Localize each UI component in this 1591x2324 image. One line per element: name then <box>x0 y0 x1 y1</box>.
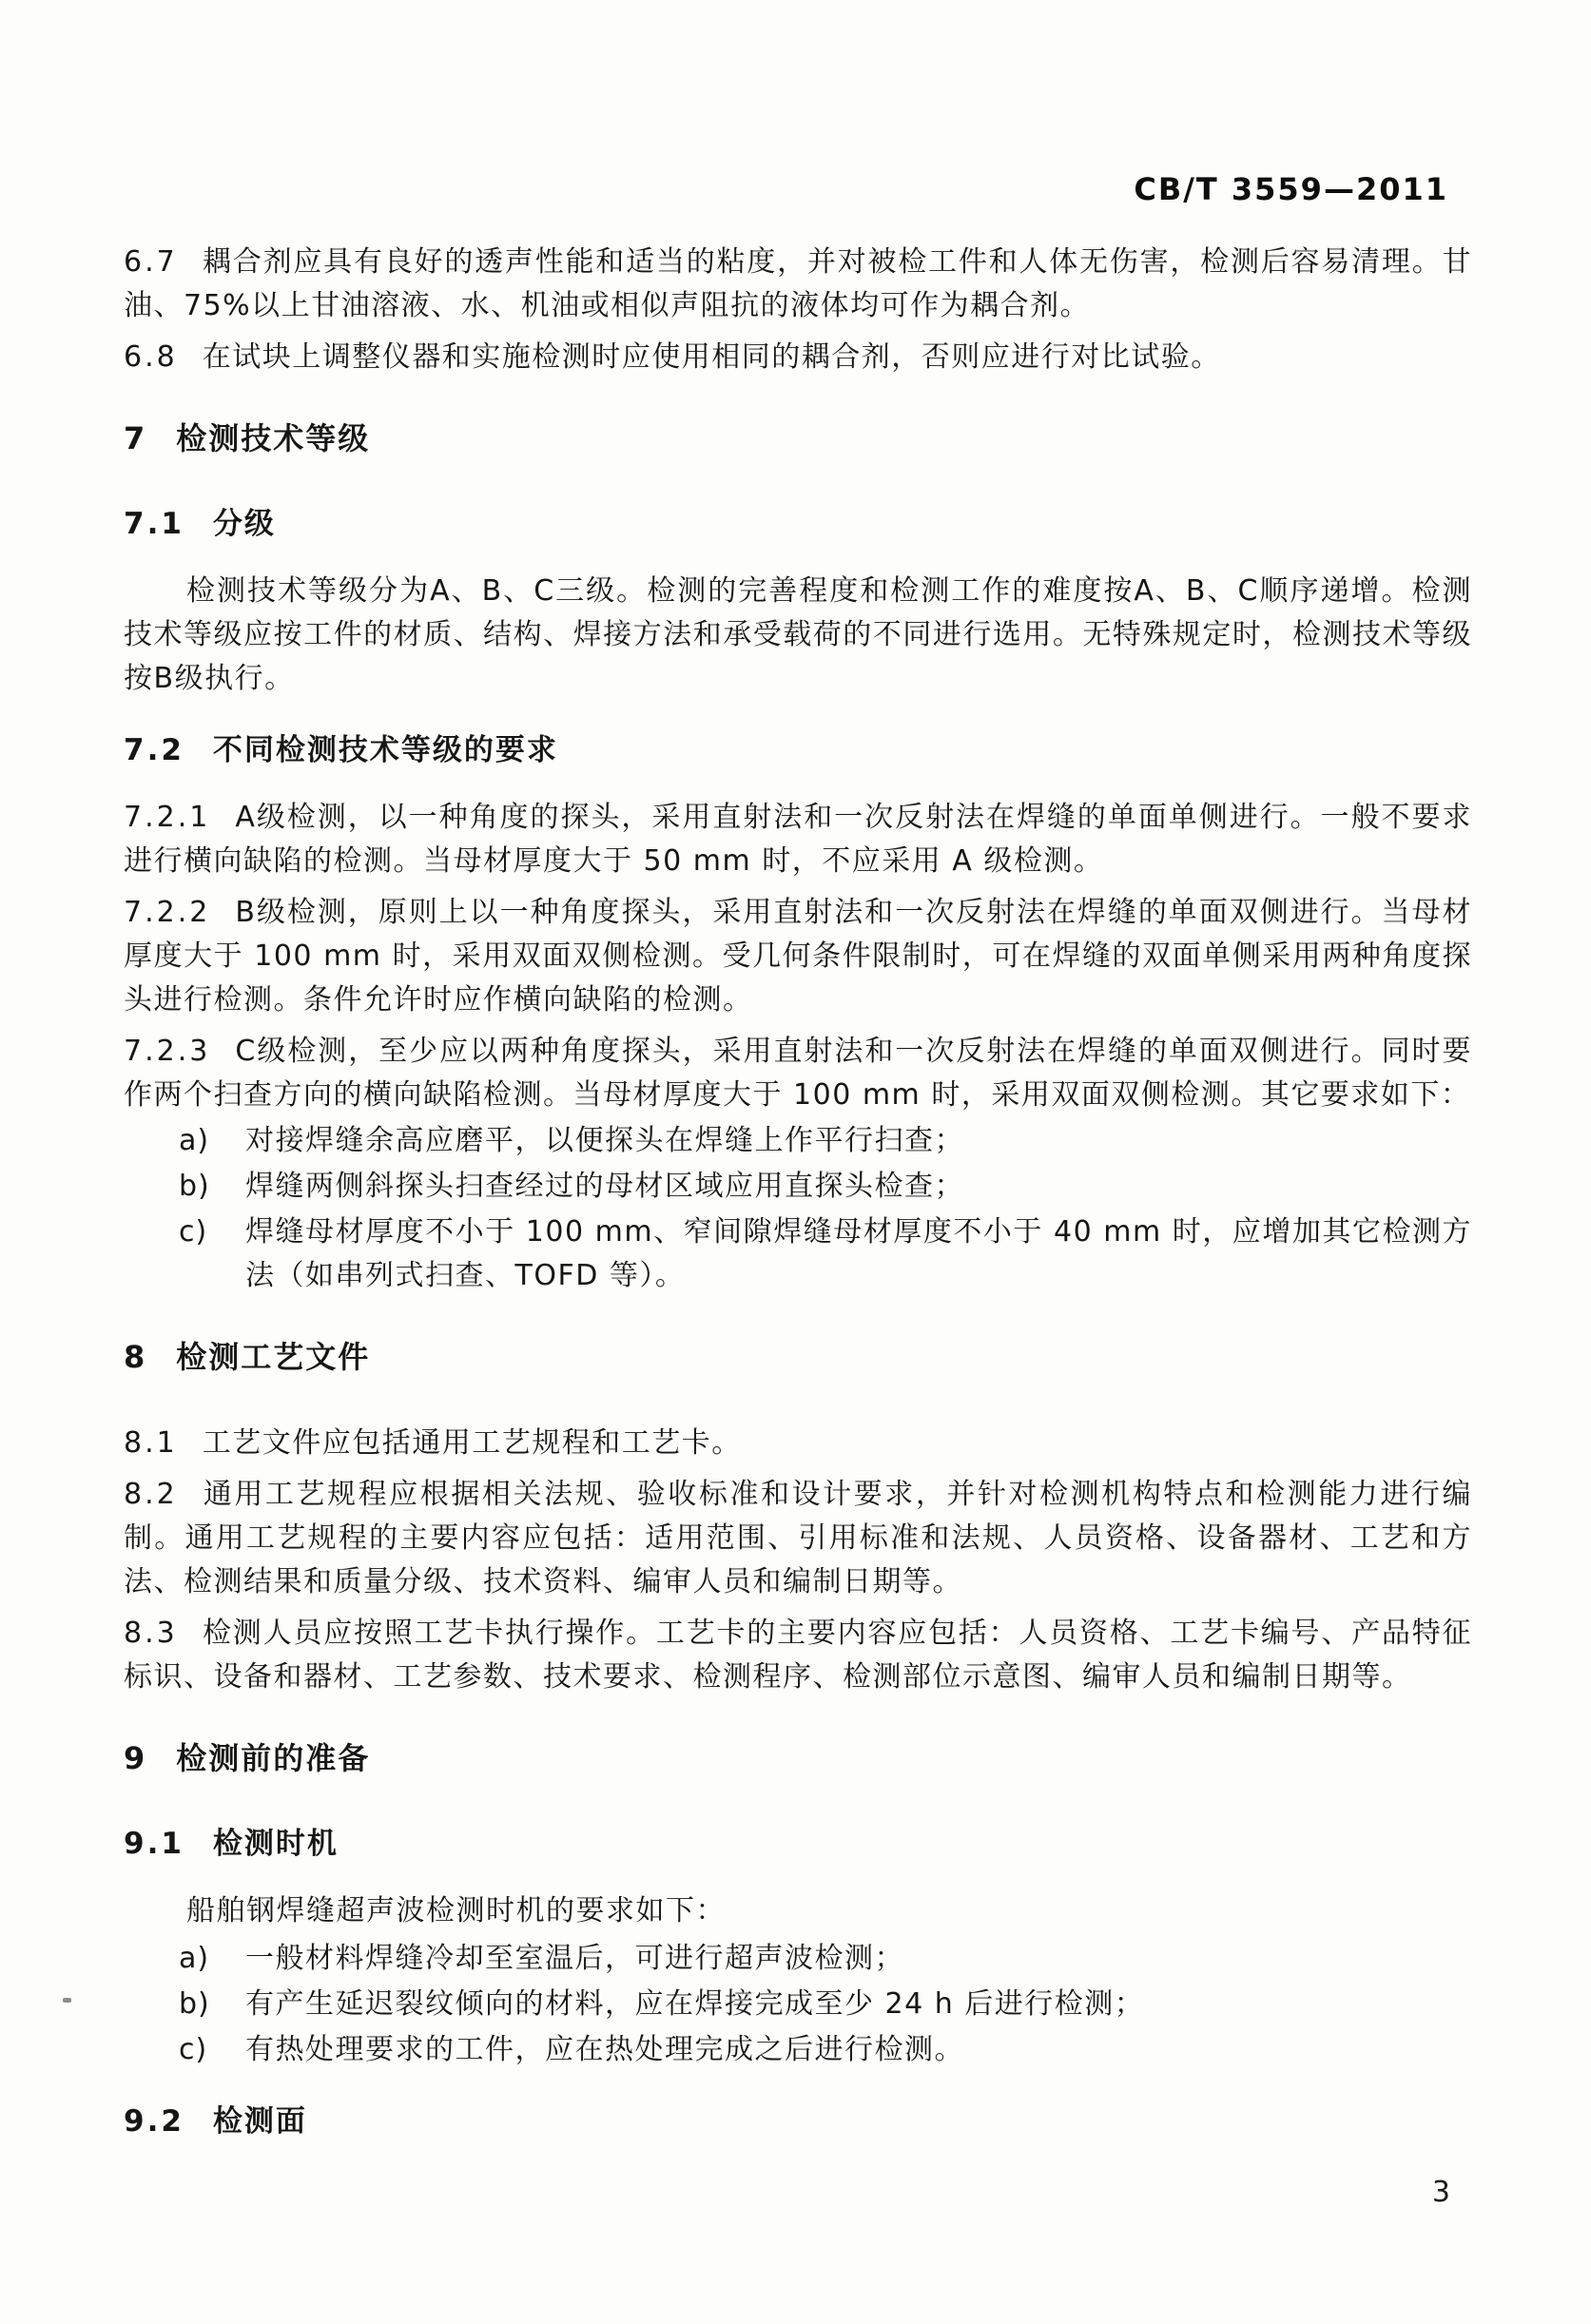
clause-number: 8.2 <box>124 1478 178 1511</box>
list-text: 对接焊缝余高应磨平，以便探头在焊缝上作平行扫查； <box>245 1124 964 1157</box>
heading-number: 7.1 <box>124 507 184 541</box>
list-item <box>124 2028 1472 2072</box>
list-text: 有热处理要求的工件，应在热处理完成之后进行检测。 <box>245 2033 964 2066</box>
list-text: 有产生延迟裂纹倾向的材料，应在焊接完成至少 24 h 后进行检测； <box>245 1987 1145 2021</box>
heading-title: 检测工艺文件 <box>176 1339 371 1375</box>
standard-code-header: CB/T 3559—2011 <box>1134 171 1448 207</box>
list-item <box>124 1165 1472 1209</box>
section-heading <box>124 417 1472 459</box>
clause-text: B级检测，原则上以一种角度探头，采用直射法和一次反射法在焊缝的单面双侧进行。当母材厚度大于 100 mm 时，采用双面双侧检测。受几何条件限制时，可在焊缝的双面单侧采用两种角度探头进行检测。条件允许时应作横向缺陷的检测。 <box>124 896 1472 1017</box>
scan-artifact-dot <box>63 1998 71 2003</box>
list-text: 焊缝两侧斜探头扫查经过的母材区域应用直探头检查； <box>245 1170 964 1203</box>
section-heading <box>124 1336 1472 1378</box>
page-number: 3 <box>1431 2176 1450 2209</box>
list-marker: a) <box>179 1942 210 1975</box>
clause-paragraph <box>124 241 1472 328</box>
heading-number: 7.2 <box>124 733 184 767</box>
clause-paragraph <box>124 891 1472 1022</box>
section-heading <box>124 1737 1472 1779</box>
heading-title: 分级 <box>212 507 276 541</box>
heading-title: 检测前的准备 <box>176 1740 371 1776</box>
list-item <box>124 1983 1472 2026</box>
list-marker: a) <box>179 1124 210 1157</box>
clause-number: 6.7 <box>124 245 178 279</box>
clause-paragraph <box>124 336 1472 379</box>
clause-paragraph <box>124 1030 1472 1117</box>
list-marker: c) <box>179 2033 208 2066</box>
heading-title: 检测技术等级 <box>176 420 371 456</box>
subsection-heading <box>124 729 1472 771</box>
clause-text: C级检测，至少应以两种角度探头，采用直射法和一次反射法在焊缝的单面双侧进行。同时要作两个扫查方向的横向缺陷检测。当母材厚度大于 100 mm 时，采用双面双侧检测。其它要求如下： <box>124 1035 1472 1112</box>
heading-number: 9.2 <box>124 2104 184 2139</box>
list-item <box>124 1937 1472 1981</box>
list-marker: b) <box>179 1987 210 2021</box>
clause-number: 8.1 <box>124 1426 178 1460</box>
list-marker: c) <box>179 1215 208 1249</box>
subsection-heading <box>124 503 1472 545</box>
list-text: 一般材料焊缝冷却至室温后，可进行超声波检测； <box>245 1942 904 1975</box>
clause-text: 通用工艺规程应根据相关法规、验收标准和设计要求，并针对检测机构特点和检测能力进行编制。通用工艺规程的主要内容应包括：适用范围、引用标准和法规、人员资格、设备器材、工艺和方法、检测结果和质量分级、技术资料、编审人员和编制日期等。 <box>124 1478 1472 1598</box>
subsection-heading <box>124 1823 1472 1865</box>
clause-paragraph <box>124 796 1472 883</box>
heading-number: 7 <box>124 420 148 456</box>
heading-title: 不同检测技术等级的要求 <box>212 733 558 767</box>
clause-number: 7.2.3 <box>124 1035 211 1068</box>
list-item <box>124 1119 1472 1163</box>
body-paragraph: 船舶钢焊缝超声波检测时机的要求如下： <box>186 1894 726 1927</box>
heading-title: 检测面 <box>212 2104 307 2139</box>
heading-number: 9 <box>124 1740 148 1776</box>
list-item <box>124 1210 1472 1298</box>
clause-text: 耦合剂应具有良好的透声性能和适当的粘度，并对被检工件和人体无伤害，检测后容易清理。甘油、75%以上甘油溶液、水、机油或相似声阻抗的液体均可作为耦合剂。 <box>124 245 1472 322</box>
clause-paragraph <box>124 1473 1472 1604</box>
clause-number: 8.3 <box>124 1617 178 1650</box>
clause-text: 在试块上调整仪器和实施检测时应使用相同的耦合剂，否则应进行对比试验。 <box>202 340 1221 374</box>
clause-paragraph <box>124 1422 1472 1465</box>
clause-paragraph <box>124 1612 1472 1699</box>
clause-text: 检测人员应按照工艺卡执行操作。工艺卡的主要内容应包括：人员资格、工艺卡编号、产品特征标识、设备和器材、工艺参数、技术要求、检测程序、检测部位示意图、编审人员和编制日期等。 <box>124 1617 1472 1694</box>
clause-number: 7.2.2 <box>124 896 211 929</box>
heading-number: 9.1 <box>124 1827 184 1861</box>
heading-title: 检测时机 <box>212 1827 339 1861</box>
list-marker: b) <box>179 1170 210 1203</box>
document-body <box>124 233 1472 2167</box>
clause-number: 7.2.1 <box>124 801 211 834</box>
clause-text: A级检测，以一种角度的探头，采用直射法和一次反射法在焊缝的单面单侧进行。一般不要求进行横向缺陷的检测。当母材厚度大于 50 mm 时，不应采用 A 级检测。 <box>124 801 1472 878</box>
clause-number: 6.8 <box>124 340 178 374</box>
clause-text: 工艺文件应包括通用工艺规程和工艺卡。 <box>202 1426 742 1460</box>
list-text: 焊缝母材厚度不小于 100 mm、窄间隙焊缝母材厚度不小于 40 mm 时，应增加其它检测方法（如串列式扫查、TOFD 等）。 <box>245 1215 1472 1292</box>
subsection-heading <box>124 2101 1472 2142</box>
body-paragraph: 检测技术等级分为A、B、C三级。检测的完善程度和检测工作的难度按A、B、C顺序递增。检测技术等级应按工件的材质、结构、焊接方法和承受载荷的不同进行选用。无特殊规定时，检测技术等级按B级执行。 <box>124 574 1472 695</box>
heading-number: 8 <box>124 1339 148 1375</box>
